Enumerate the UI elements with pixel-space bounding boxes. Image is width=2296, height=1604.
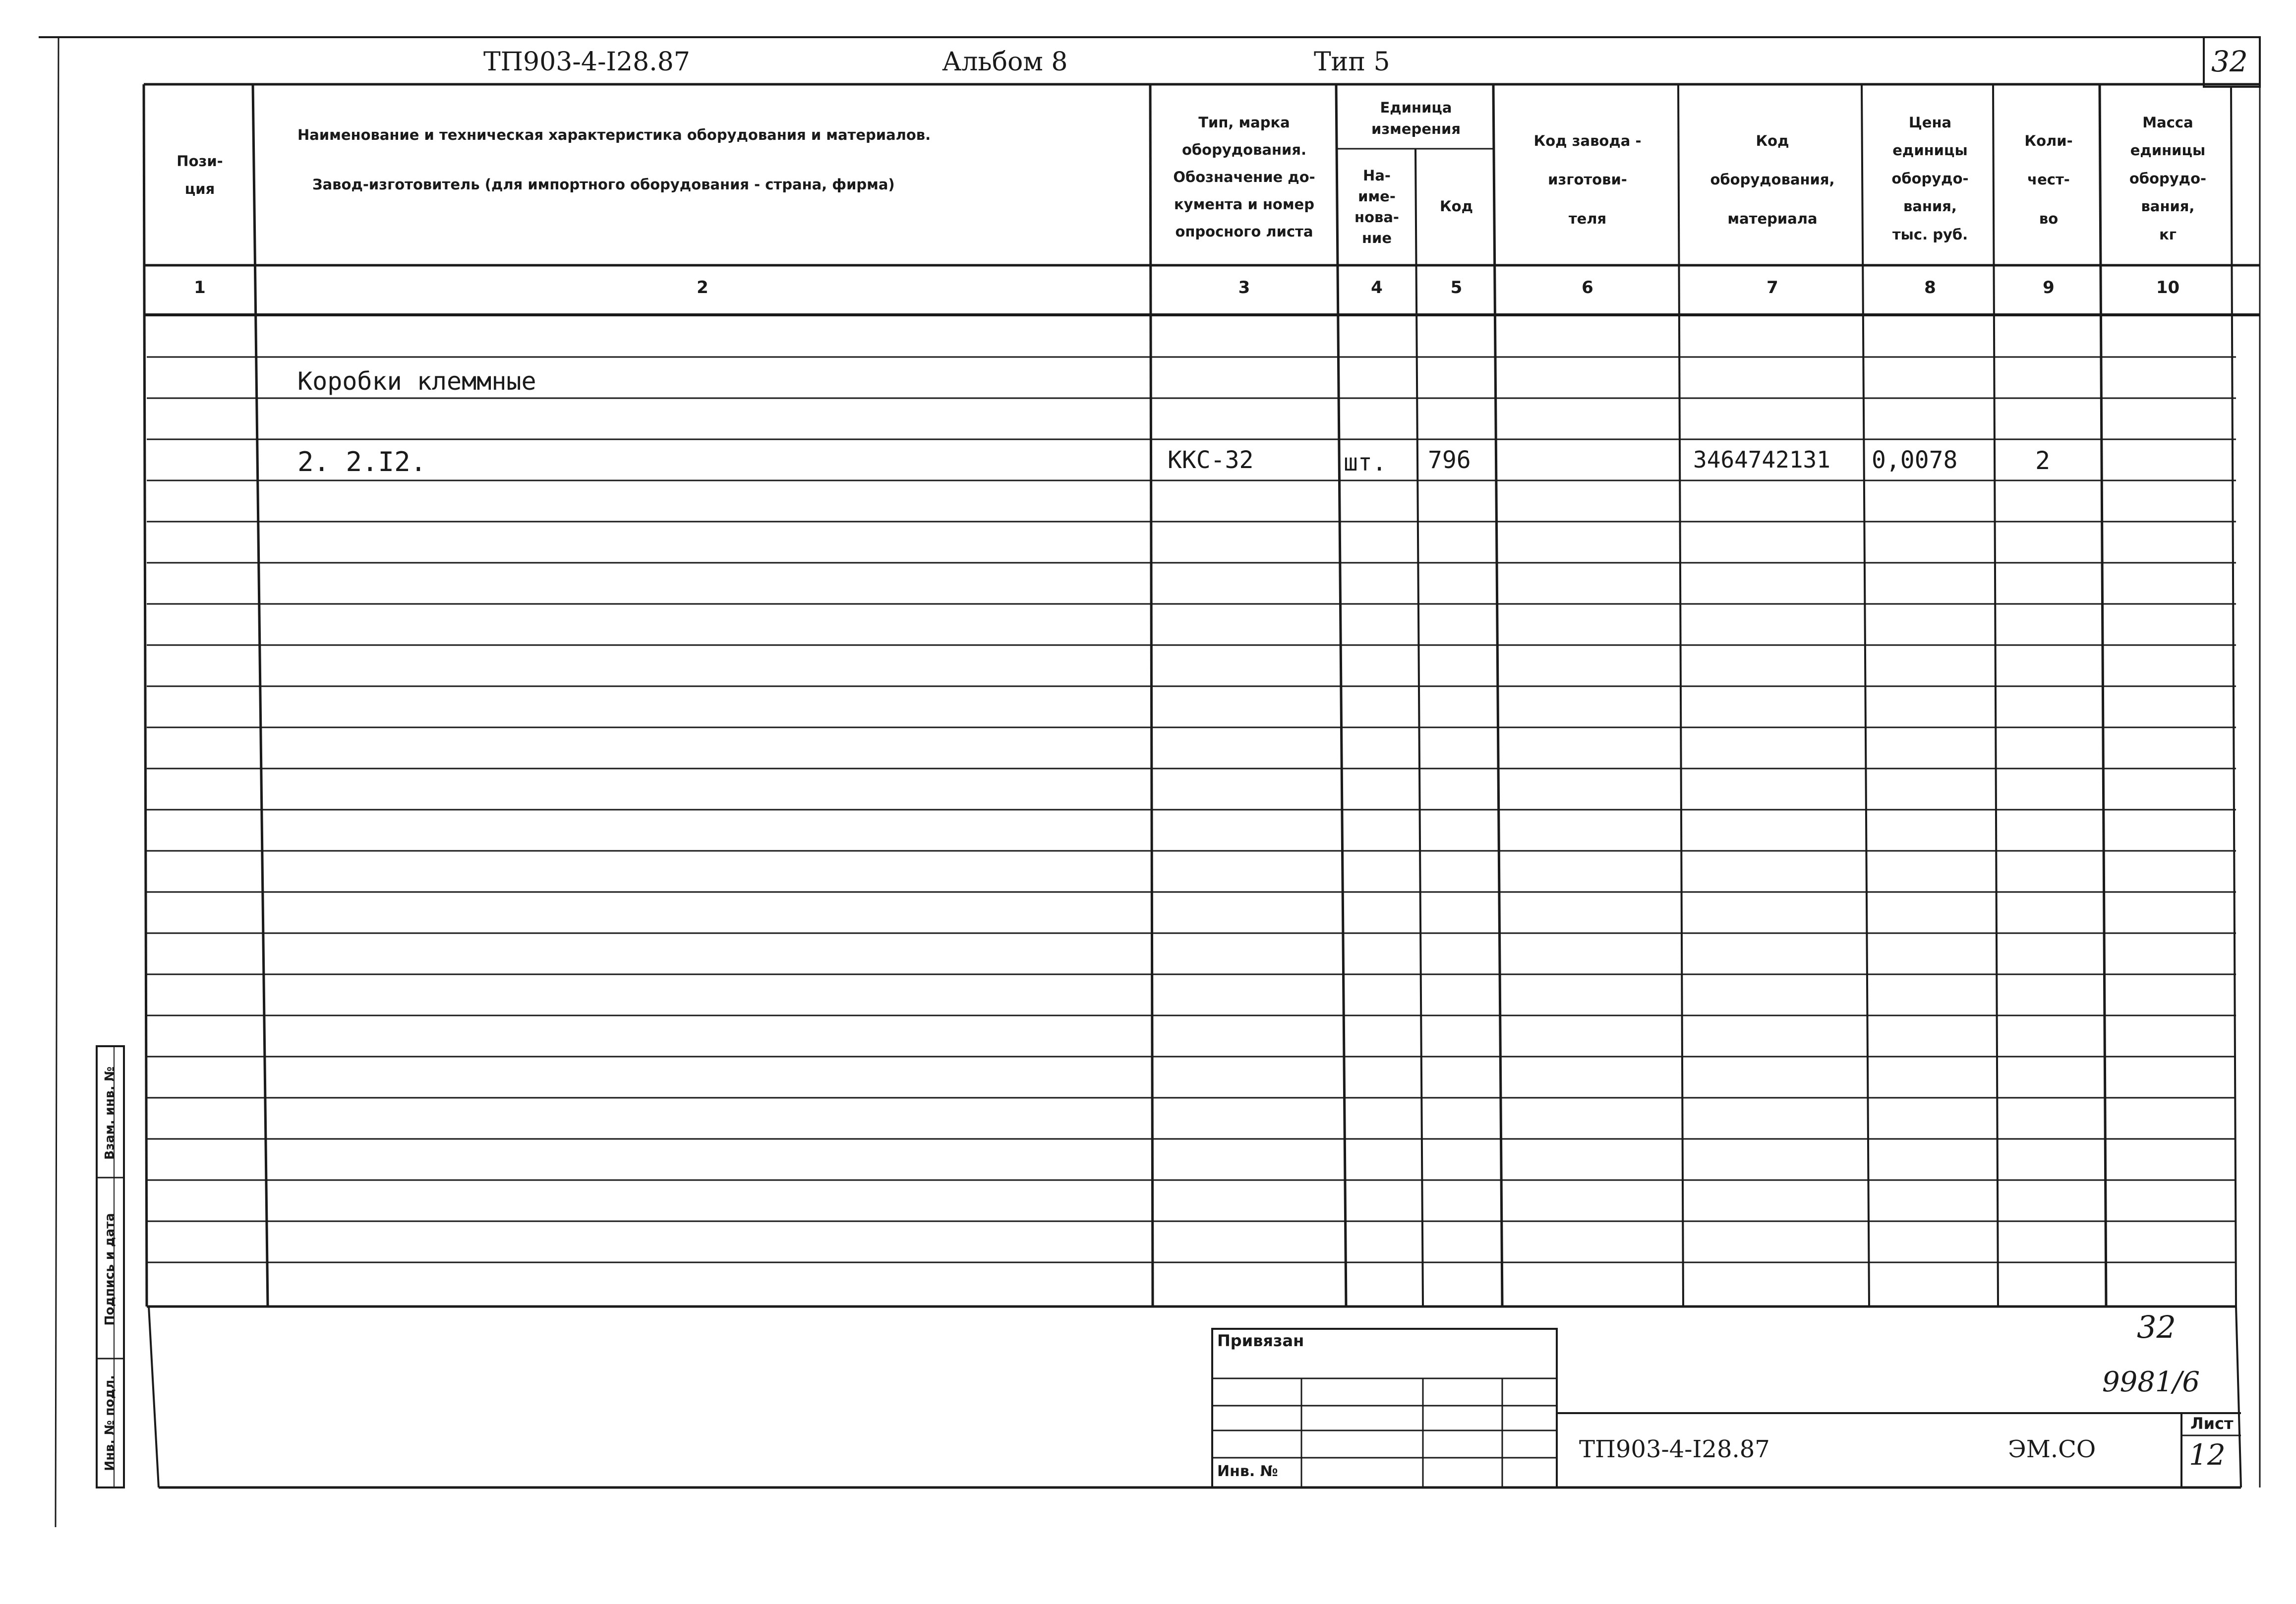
row-item-quantity: 2 — [2035, 446, 2051, 475]
stamp-sheet-number: 12 — [2189, 1438, 2226, 1472]
side-label-vzam: Взам. инв. № — [102, 1067, 117, 1160]
row-section-title: Коробки клеммные — [297, 367, 536, 396]
handwritten-page-32: 32 — [2137, 1309, 2176, 1345]
header-name-line1: Наименование и техническая характеристика оборудования и материалов. — [297, 126, 931, 143]
column-number-2: 2 — [697, 278, 708, 297]
header-unit-price: Цена единицы оборудо- вания, тыс. руб. — [1891, 114, 1969, 243]
doc-code-top: ТП903-4-I28.87 — [483, 47, 690, 77]
stamp-inv-no-label: Инв. № — [1217, 1463, 1278, 1480]
row-item-unit-code: 796 — [1428, 446, 1471, 474]
column-number-1: 1 — [194, 278, 206, 297]
handwritten-order-number: 9981/6 — [2102, 1366, 2200, 1398]
stamp-bound-label: Привязан — [1217, 1331, 1304, 1350]
row-item-price: 0,0078 — [1872, 446, 1958, 474]
header-type-mark: Тип, марка оборудования. Обозначение до- кумента и номер опросного листа — [1173, 114, 1315, 240]
row-item-unit: шт. — [1344, 449, 1387, 476]
header-unit-code: Код — [1439, 198, 1473, 215]
header-name-line2: Завод-изготовитель (для импортного оборудования - страна, фирма) — [312, 176, 895, 193]
column-number-7: 7 — [1766, 278, 1778, 297]
row-item-type: ККС-32 — [1168, 446, 1254, 474]
header-quantity: Коли- чест- во — [2024, 132, 2073, 227]
row-item-equipment-code: 34647421З1 — [1693, 446, 1830, 473]
side-label-inv-podl: Инв. № подл. — [102, 1375, 117, 1471]
stamp-sheet-label: Лист — [2190, 1414, 2234, 1433]
stamp-mark: ЭМ.СО — [2008, 1435, 2096, 1463]
row-item-name: 2. 2.I2. — [297, 446, 427, 477]
corner-page-number: 32 — [2211, 45, 2248, 78]
column-number-4: 4 — [1371, 278, 1383, 297]
album-label: Альбом 8 — [942, 47, 1068, 77]
stamp-doc-code: ТП903-4-I28.87 — [1579, 1435, 1770, 1463]
header-unit-name: На- име- нова- ние — [1354, 167, 1399, 247]
column-number-8: 8 — [1924, 278, 1936, 297]
header-unit: Единица измерения — [1371, 99, 1461, 137]
type-label: Тип 5 — [1314, 47, 1390, 77]
column-number-3: 3 — [1238, 278, 1250, 297]
side-label-podpis: Подпись и дата — [102, 1213, 117, 1326]
column-number-9: 9 — [2043, 278, 2055, 297]
column-number-10: 10 — [2156, 278, 2180, 297]
header-equipment-code: Код оборудования, материала — [1710, 132, 1835, 227]
header-unit-mass: Масса единицы оборудо- вания, кг — [2129, 114, 2207, 243]
header-factory-code: Код завода - изготови- теля — [1533, 132, 1642, 227]
column-number-6: 6 — [1582, 278, 1593, 297]
column-number-5: 5 — [1450, 278, 1463, 297]
header-position: Пози- ция — [177, 153, 223, 197]
